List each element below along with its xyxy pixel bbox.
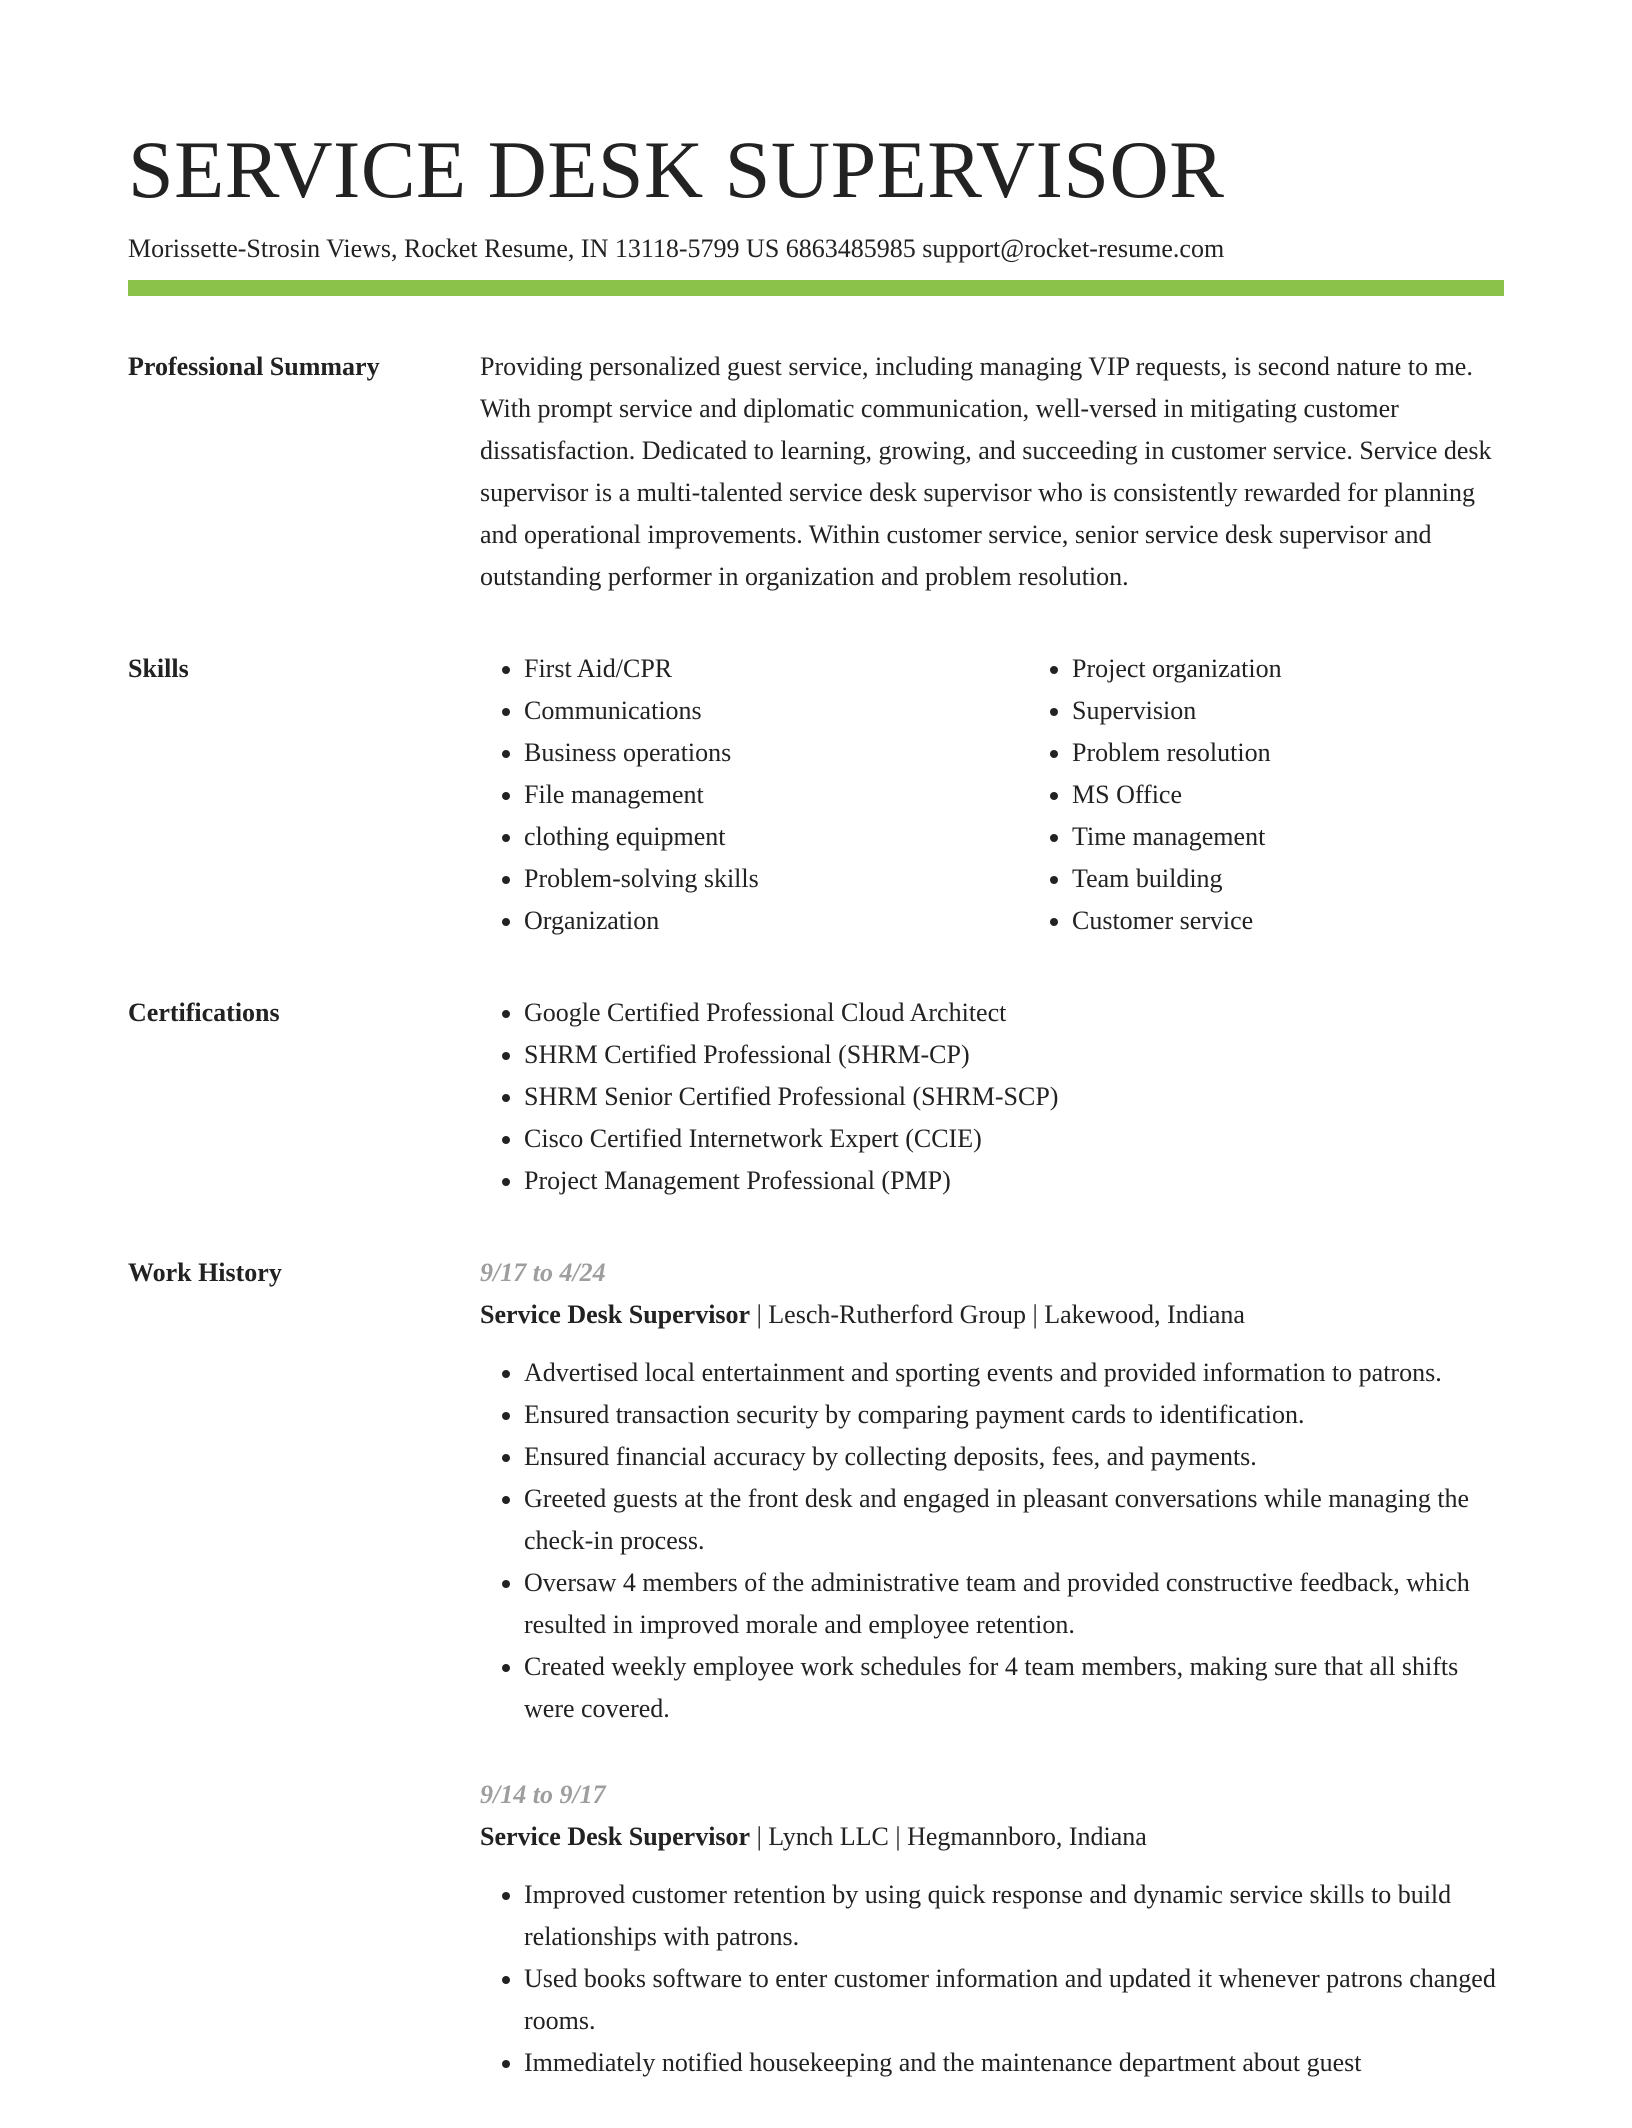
- job-bullet: • Advertised local entertainment and sporting events and provided information to patrons.: [524, 1352, 1504, 1394]
- job-bullet: • Greeted guests at the front desk and engaged in pleasant conversations while managing the check-in process.: [524, 1478, 1504, 1562]
- skills-list-left: [480, 648, 1028, 942]
- job-details: | Lynch LLC | Hegmannboro, Indiana: [750, 1822, 1147, 1851]
- skill-item: • File management: [524, 774, 1028, 816]
- job-bullet: • Ensured transaction security by comparing payment cards to identification.: [524, 1394, 1504, 1436]
- job-title-line: [480, 1294, 1504, 1336]
- skill-item: • Communications: [524, 690, 1028, 732]
- job-dates: 9/17 to 4/24: [480, 1258, 606, 1287]
- skill-item: • Customer service: [1072, 900, 1576, 942]
- certification-item: • Project Management Professional (PMP): [524, 1160, 1504, 1202]
- accent-divider: [128, 280, 1504, 296]
- certification-item: • Cisco Certified Internetwork Expert (CCIE): [524, 1118, 1504, 1160]
- job-bullet: • Ensured financial accuracy by collecting deposits, fees, and payments.: [524, 1436, 1504, 1478]
- section-label-certifications: Certifications: [128, 998, 280, 1027]
- skill-item: • Project organization: [1072, 648, 1576, 690]
- resume-title: SERVICE DESK SUPERVISOR: [128, 124, 1225, 215]
- job-bullets: [480, 1874, 1504, 2084]
- section-certifications: [128, 992, 1504, 1202]
- skill-item: • MS Office: [1072, 774, 1576, 816]
- skill-item: • Team building: [1072, 858, 1576, 900]
- skills-list-right: [1028, 648, 1576, 942]
- job-details: | Lesch-Rutherford Group | Lakewood, Indiana: [750, 1300, 1245, 1329]
- job-title-line: [480, 1816, 1504, 1858]
- certification-item: • Google Certified Professional Cloud Architect: [524, 992, 1504, 1034]
- job-bullets: [480, 1352, 1504, 1730]
- section-label-summary: Professional Summary: [128, 352, 380, 381]
- skill-item: • Problem resolution: [1072, 732, 1576, 774]
- skill-item: • Business operations: [524, 732, 1028, 774]
- skill-item: • Problem-solving skills: [524, 858, 1028, 900]
- skills-grid: [480, 648, 1576, 942]
- skill-item: • clothing equipment: [524, 816, 1028, 858]
- job-bullet: • Oversaw 4 members of the administrative team and provided constructive feedback, which resulted in improved morale and employee retention.: [524, 1562, 1504, 1646]
- section-professional-summary: [128, 346, 1504, 598]
- resume-page: [128, 0, 1504, 2128]
- skill-item: • First Aid/CPR: [524, 648, 1028, 690]
- job-entry: [480, 1252, 1504, 1730]
- certification-item: • SHRM Senior Certified Professional (SHRM-SCP): [524, 1076, 1504, 1118]
- job-bullet: • Improved customer retention by using quick response and dynamic service skills to build relationships with patrons.: [524, 1874, 1504, 1958]
- certifications-list: [480, 992, 1504, 1202]
- contact-line: Morissette-Strosin Views, Rocket Resume, IN 13118-5799 US 6863485985 support@rocket-resume.com: [128, 234, 1225, 263]
- section-skills: [128, 648, 1504, 942]
- skill-item: • Supervision: [1072, 690, 1576, 732]
- section-body-work-history: [480, 1252, 1504, 2128]
- section-label-work-history: Work History: [128, 1258, 282, 1287]
- certification-item: • SHRM Certified Professional (SHRM-CP): [524, 1034, 1504, 1076]
- section-work-history: [128, 1252, 1504, 2128]
- summary-text: Providing personalized guest service, including managing VIP requests, is second nature to me. With prompt service and diplomatic communication, well-versed in mitigating customer dissatisfaction. Dedicated to learning, growing, and succeeding in customer service. Service desk supervisor is a multi-talented service desk supervisor who is consistently rewarded for planning and operational improvements. Within customer service, senior service desk supervisor and outstanding performer in organization and problem resolution.: [480, 352, 1492, 591]
- job-entry: [480, 1774, 1504, 2084]
- job-title: Service Desk Supervisor: [480, 1822, 751, 1851]
- job-bullet: • Created weekly employee work schedules for 4 team members, making sure that all shifts were covered.: [524, 1646, 1504, 1730]
- section-body-summary: [480, 346, 1504, 598]
- job-bullet: • Used books software to enter customer information and updated it whenever patrons changed rooms.: [524, 1958, 1504, 2042]
- skill-item: • Time management: [1072, 816, 1576, 858]
- section-label-skills: Skills: [128, 654, 189, 683]
- skill-item: • Organization: [524, 900, 1028, 942]
- section-body-certifications: [480, 992, 1504, 1202]
- job-title: Service Desk Supervisor: [480, 1300, 751, 1329]
- job-bullet: • Immediately notified housekeeping and the maintenance department about guest: [524, 2042, 1504, 2084]
- job-dates: 9/14 to 9/17: [480, 1780, 606, 1809]
